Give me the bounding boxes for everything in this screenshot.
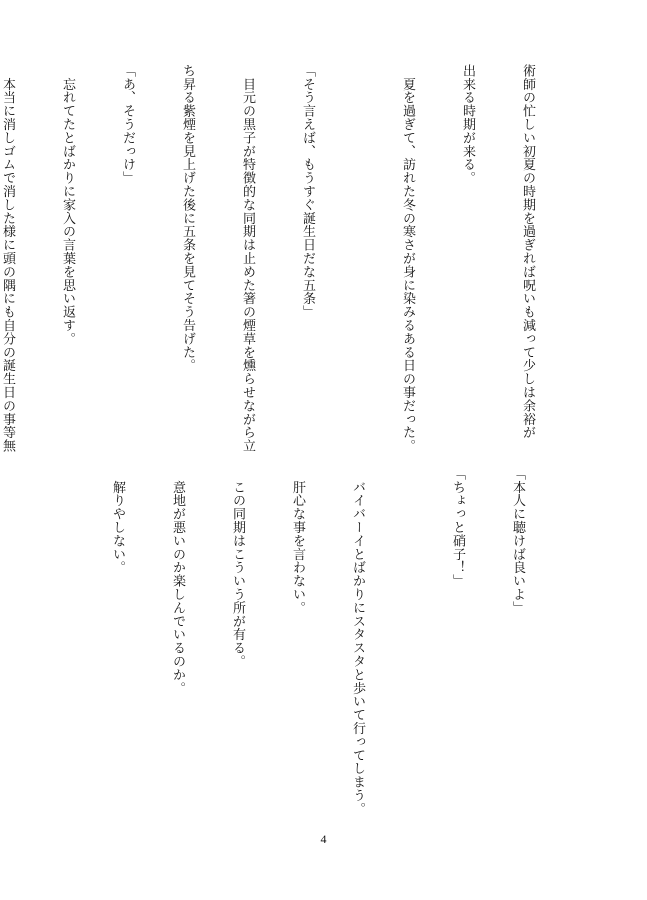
page-number: 4: [320, 832, 327, 846]
text-line: 本当に消しゴムで消した様に頭の隅にも自分の誕生日の事等無: [0, 64, 15, 453]
text-line: 肝心な事を言わない。: [290, 467, 305, 615]
text-line: 「ちょっと硝子！」: [450, 467, 465, 588]
text-line: この同期はこういう所が有る。: [230, 467, 245, 668]
lower-text-block: [67, 467, 567, 816]
text-line: 夏を過ぎて、訪れた冬の寒さが身に染みるある日の事だった。: [400, 64, 415, 453]
text-line: 術師の忙しい初夏の時期を過ぎれば呪いも減って少しは余裕が: [520, 64, 535, 440]
upper-text-block: [0, 64, 577, 484]
text-line: 意地が悪いのか楽しんでいるのか。: [170, 467, 185, 695]
text-line: ち昇る紫煙を見上げた後に五条を見てそう告げた。: [180, 64, 195, 373]
text-line: 目元の黒子が特徴的な同期は止めた箸の煙草を燻らせながら立: [240, 64, 255, 453]
text-line: 忘れてたとばかりに家入の言葉を思い返す。: [60, 64, 75, 346]
text-line: 解りやしない。: [110, 467, 125, 575]
text-line: 「本人に聴けば良いよ」: [510, 467, 525, 615]
text-line: 出来る時期が来る。: [460, 64, 475, 185]
text-line: 「あ、そうだっけ」: [120, 64, 135, 185]
text-line: バイバーイとばかりにスタスタと歩いて行ってしまう。: [350, 467, 365, 816]
text-line: 「そう言えば、もうすぐ誕生日だな五条」: [300, 64, 315, 319]
